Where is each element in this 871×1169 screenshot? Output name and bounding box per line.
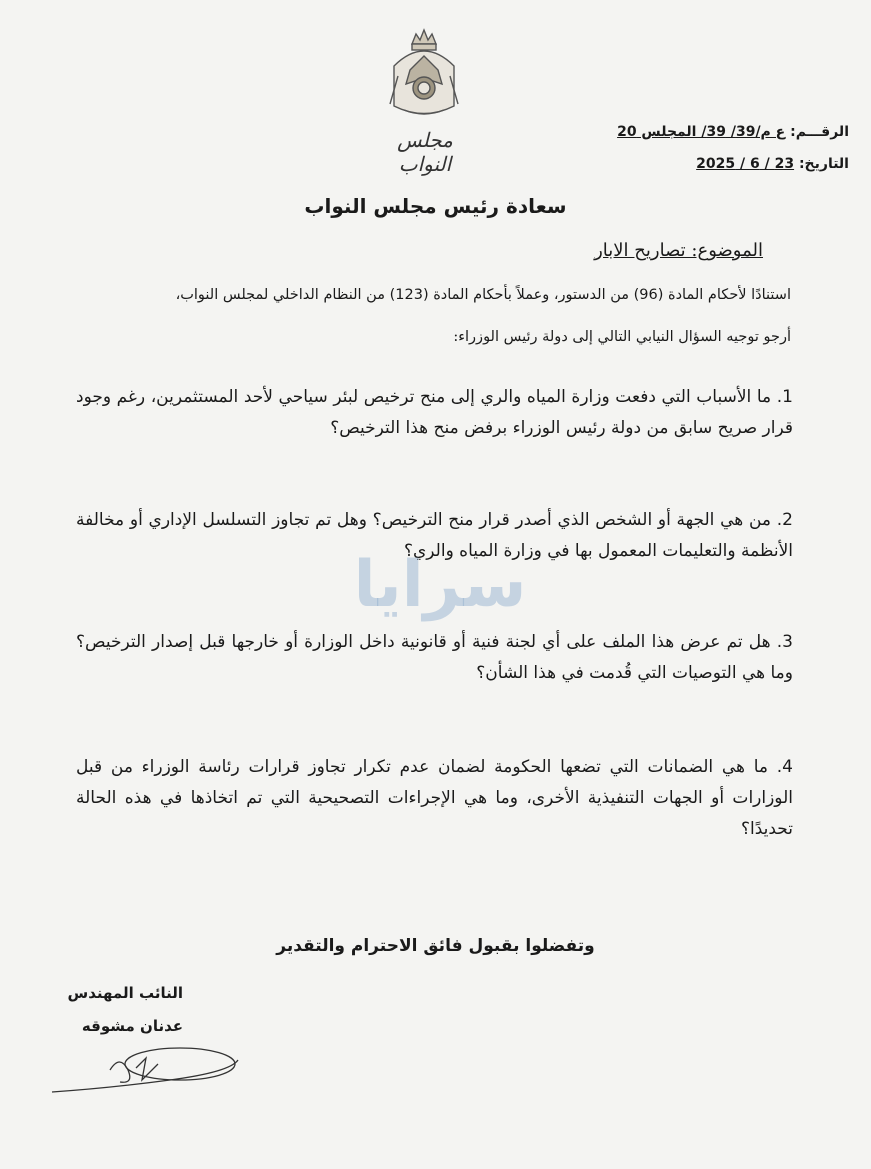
reference-value: ع م/39/ 39/ المجلس 20 <box>617 124 786 140</box>
signatory-title: النائب المهندس <box>67 984 183 1002</box>
reference-number <box>617 116 849 148</box>
question-4: 4. ما هي الضمانات التي تضعها الحكومة لضمان عدم تكرار تجاوز قرارات رئاسة الوزراء من قبل الوزارات أو الجهات التنفيذية الأخرى، وما هي الإجراءات التصحيحية التي تم اتخاذها في هذه الحالة تحديدًا؟ <box>76 757 793 839</box>
question-3: 3. هل تم عرض هذا الملف على أي لجنة فنية أو قانونية داخل الوزارة أو خارجها قبل إصدار الترخيص؟ وما هي التوصيات التي قُدمت في هذا الشأن؟ <box>76 632 793 683</box>
signature-icon <box>50 1040 240 1100</box>
letter-date <box>617 148 849 180</box>
date-value: 23 / 6 / 2025 <box>696 156 795 172</box>
reference-block <box>617 116 849 180</box>
closing-line: وتفضلوا بقبول فائق الاحترام والتقدير <box>276 936 595 956</box>
org-name: مجلس النواب <box>397 128 453 176</box>
royal-emblem-icon <box>384 26 464 126</box>
watermark: سرايا <box>353 548 527 622</box>
question-1: 1. ما الأسباب التي دفعت وزارة المياه والري إلى منح ترخيص لبئر سياحي لأحد المستثمرين، رغم وجود قرار صريح سابق من دولة رئيس الوزراء برفض منح هذا الترخيص؟ <box>76 387 793 438</box>
addressee: سعادة رئيس مجلس النواب <box>304 194 567 218</box>
intro-line-1: استنادًا لأحكام المادة (96) من الدستور، وعملاً بأحكام المادة (123) من النظام الداخلي لمجلس النواب، <box>175 287 791 303</box>
signatory-name: عدنان مشوقه <box>81 1017 183 1035</box>
reference-label: الرقـــم: <box>790 124 849 140</box>
date-label: التاريخ: <box>798 156 849 172</box>
intro-line-2: أرجو توجيه السؤال النيابي التالي إلى دولة رئيس الوزراء: <box>453 329 791 345</box>
question-2: 2. من هي الجهة أو الشخص الذي أصدر قرار منح الترخيص؟ وهل تم تجاوز التسلسل الإداري أو مخالفة الأنظمة والتعليمات المعمول بها في وزارة المياه والري؟ <box>76 510 793 561</box>
subject-line: الموضوع: تصاريح الابار <box>594 240 763 261</box>
